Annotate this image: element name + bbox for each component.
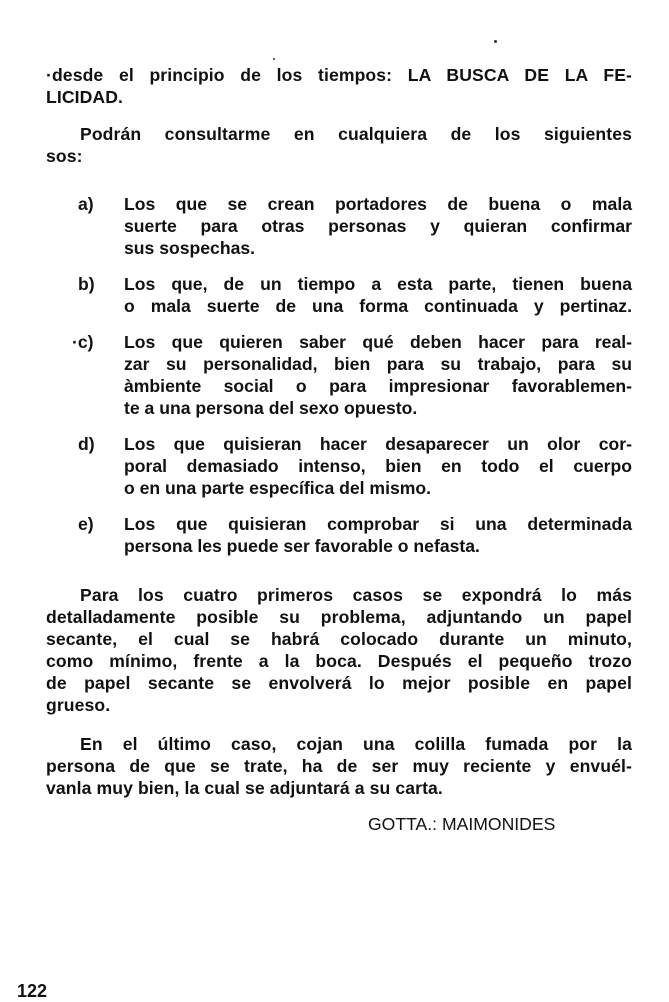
intro-line: LICIDAD. — [46, 87, 124, 107]
paragraph-line: vanla muy bien, la cual se adjuntará a su carta. — [46, 778, 443, 798]
paragraph-line: sos: — [46, 146, 83, 166]
list-item-line: Los que se crean portadores de buena o mala — [124, 194, 632, 214]
list-item-line: Los que quisieran comprobar si una determinada — [124, 514, 632, 534]
page-number: 122 — [17, 981, 48, 1001]
paragraph-line: Para los cuatro primeros casos se expondrá lo más — [80, 585, 632, 605]
list-item-line: o mala suerte de una forma continuada y pertinaz. — [124, 296, 632, 316]
list-item-letter: ·c) — [72, 332, 94, 352]
list-item-letter: d) — [78, 434, 95, 454]
list-item-letter: e) — [78, 514, 94, 534]
scan-speck — [273, 58, 275, 60]
list-item-line: suerte para otras personas y quieran confirmar — [124, 216, 632, 236]
list-item-line: sus sospechas. — [124, 238, 256, 258]
list-item-line: Los que, de un tiempo a esta parte, tienen buena — [124, 274, 632, 294]
list-item-letter: b) — [78, 274, 95, 294]
list-item-line: Los que quisieran hacer desaparecer un olor cor- — [124, 434, 632, 454]
signature: GOTTA.: MAIMONIDES — [368, 814, 556, 834]
paragraph-line: persona de que se trate, ha de ser muy reciente y envuél- — [46, 756, 632, 776]
paragraph-line: como mínimo, frente a la boca. Después el pequeño trozo — [46, 651, 632, 671]
scan-speck — [494, 40, 497, 43]
paragraph-line: Podrán consultarme en cualquiera de los siguientes — [80, 124, 632, 144]
list-item-line: persona les puede ser favorable o nefasta. — [124, 536, 480, 556]
paragraph-line: grueso. — [46, 695, 111, 715]
intro-line: ·desde el principio de los tiempos: LA BUSCA DE LA FE- — [46, 65, 632, 85]
list-item-line: Los que quieren saber qué deben hacer para real- — [124, 332, 632, 352]
list-item-letter: a) — [78, 194, 94, 214]
paragraph-line: detalladamente posible su problema, adjuntando un papel — [46, 607, 632, 627]
paragraph-line: secante, el cual se habrá colocado durante un minuto, — [46, 629, 632, 649]
list-item-line: o en una parte específica del mismo. — [124, 478, 432, 498]
paragraph-line: de papel secante se envolverá lo mejor posible en papel — [46, 673, 632, 693]
list-item-line: te a una persona del sexo opuesto. — [124, 398, 418, 418]
list-item-line: zar su personalidad, bien para su trabajo, para su — [124, 354, 632, 374]
list-item-line: poral demasiado intenso, bien en todo el cuerpo — [124, 456, 632, 476]
paragraph-line: En el último caso, cojan una colilla fumada por la — [80, 734, 632, 754]
list-item-line: àmbiente social o para impresionar favorablemen- — [124, 376, 632, 396]
